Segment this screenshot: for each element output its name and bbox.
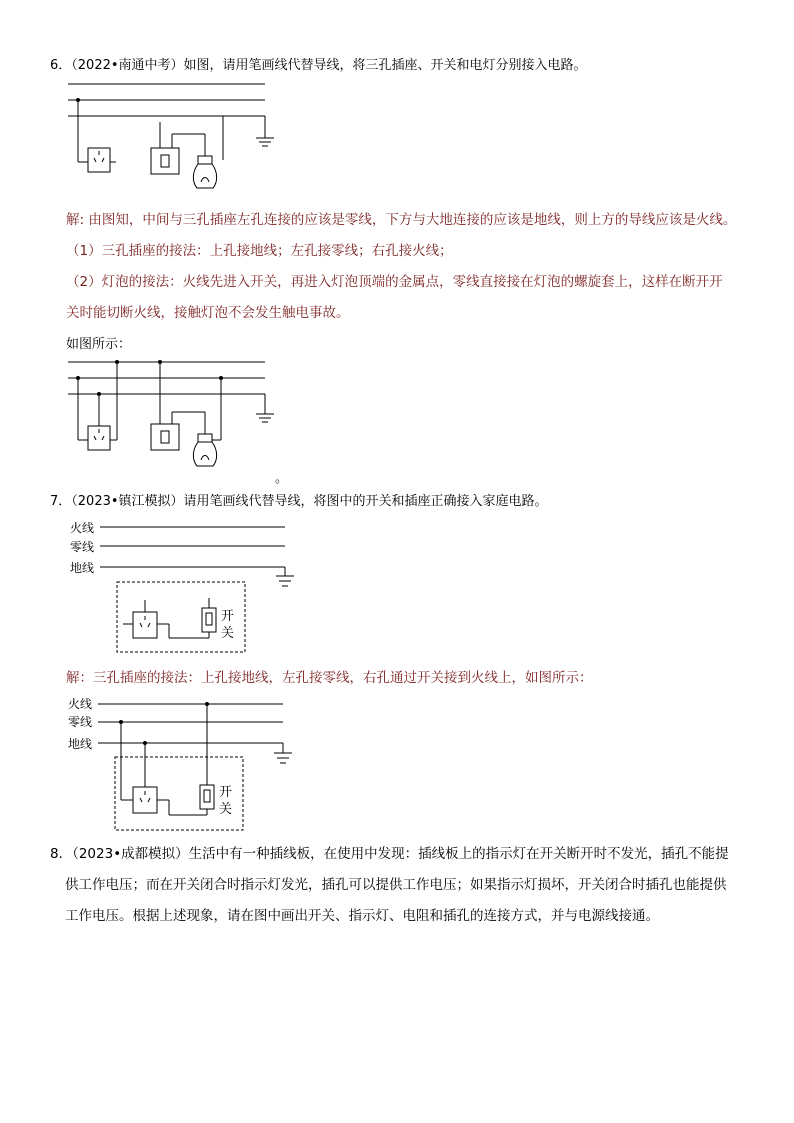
q6-answer-line4: 关时能切断火线，接触灯泡不会发生触电事故。 [66,305,350,321]
q7-text: 请用笔画线代替导线，将图中的开关和插座正确接入家庭电路。 [183,494,548,509]
q6-answer-line2: （1）三孔插座的接法：上孔接地线；左孔接零线；右孔接火线； [66,243,453,259]
q7-answer-text: 解：三孔插座的接法：上孔接地线，左孔接零线，右孔通过开关接到火线上，如图所示： [66,670,593,686]
q7-answer-label-switch-1: 开 [219,785,233,800]
q6-answer [66,205,750,329]
q6-circuit-diagram [60,78,290,203]
q6-text: 如图，请用笔画线代替导线，将三孔插座、开关和电灯分别接入电路。 [183,58,587,73]
q7-circuit-diagram [95,520,305,660]
q7-source: （2023•镇江模拟） [71,494,184,509]
q8-line3: 工作电压。根据上述现象，请在图中画出开关、指示灯、电阻和插孔的连接方式，并与电源线接通。 [65,908,659,924]
q7-label-switch-1: 开 [221,609,235,624]
q8-number: 8． [50,846,73,862]
q7-number: 7． [50,494,72,509]
q7-answer-label-neutral: 零线 [68,715,93,729]
q7-answer-label-live: 火线 [68,697,93,711]
q7-label-switch-2: 关 [221,626,235,641]
q8-line1: 生活中有一种插线板，在使用中发现：插线板上的指示灯在开关断开时不发光，插孔不能提 [188,846,729,862]
q6-figure-caption: 如图所示： [66,337,132,352]
q6-answer-period: 。 [275,471,289,486]
q8-source: （2023•成都模拟） [72,846,189,862]
q7-label-ground: 地线 [70,561,95,575]
q8-line2: 供工作电压；而在开关闭合时指示灯发光，插孔可以提供工作电压；如果指示灯损坏，开关闭合时插孔也能提供 [65,877,727,893]
q7-stem [50,493,548,511]
q7-label-live: 火线 [70,521,95,535]
q7-answer-label-switch-2: 关 [219,802,233,817]
q6-answer-line3: （2）灯泡的接法：火线先进入开关，再进入灯泡顶端的金属点，零线直接接在灯泡的螺旋套上，这样在断开开 [66,274,723,290]
q6-answer-line1: 解: 由图知，中间与三孔插座左孔连接的应该是零线，下方与大地连接的应该是地线，则上方的导线应该是火线。 [66,212,737,228]
q6-stem [50,57,587,75]
q7-answer-label-ground: 地线 [68,737,93,751]
q8-stem [50,839,740,932]
q7-label-neutral: 零线 [70,540,95,554]
q6-source: （2022•南通中考） [71,58,184,73]
q6-number: 6． [50,58,72,73]
q6-answer-circuit-diagram [60,356,290,481]
q7-answer-circuit-diagram [93,697,303,837]
